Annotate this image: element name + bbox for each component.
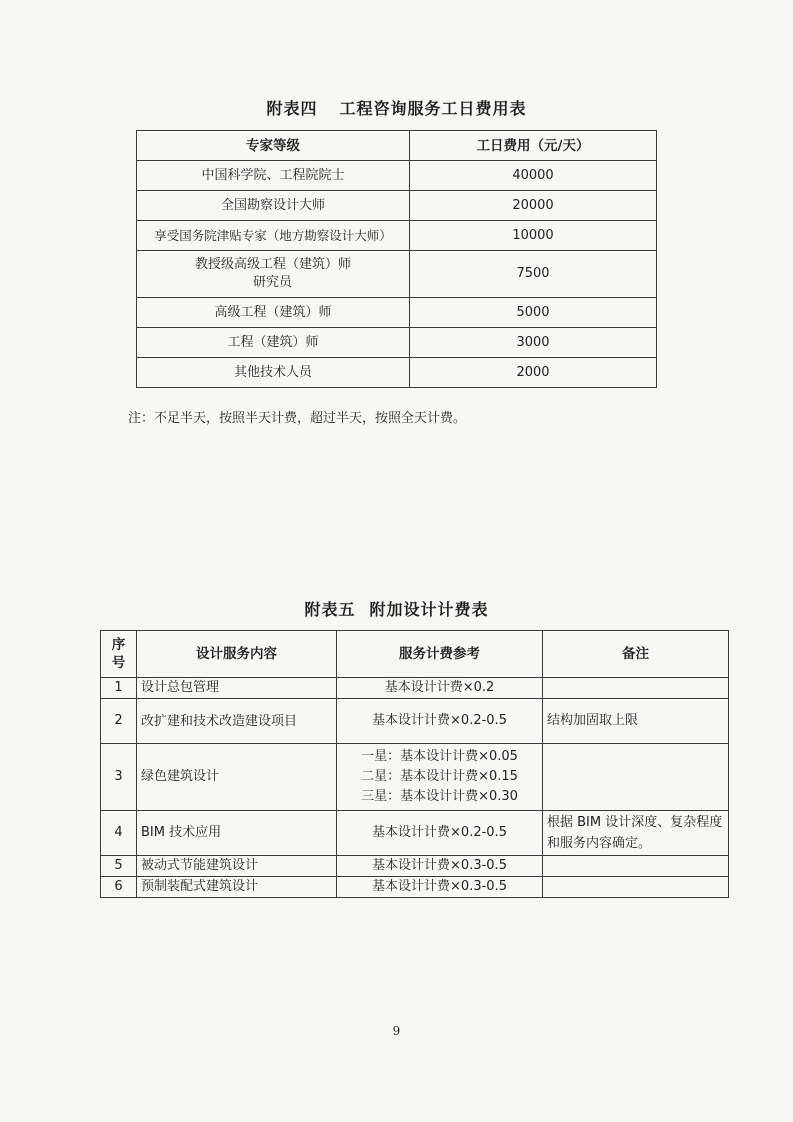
- table-row: [101, 678, 729, 699]
- table5-title-prefix: 附表五: [304, 600, 356, 619]
- header-number: [101, 631, 137, 678]
- service-content: 被动式节能建筑设计: [137, 856, 337, 877]
- daily-fee: 5000: [410, 298, 657, 328]
- additional-design-fee-table: [100, 630, 729, 898]
- daily-fee: 3000: [410, 328, 657, 358]
- daily-fee: 10000: [410, 221, 657, 251]
- table4-title-prefix: 附表四: [266, 99, 318, 118]
- remark: 结构加固取上限: [543, 699, 729, 744]
- fee-line: 三星：基本设计计费×0.30: [361, 789, 518, 804]
- header-number-line1: 序: [111, 637, 126, 653]
- row-number: 4: [101, 811, 137, 856]
- header-fee-reference: 服务计费参考: [337, 631, 543, 678]
- table-row: [137, 328, 657, 358]
- fee-reference: [337, 678, 543, 699]
- expert-level: [137, 251, 410, 298]
- table-row: [137, 358, 657, 388]
- daily-fee: 20000: [410, 191, 657, 221]
- expert-level: 中国科学院、工程院院士: [137, 161, 410, 191]
- table4-note: 注：不足半天，按照半天计费，超过半天，按照全天计费。: [128, 411, 467, 426]
- fee-line: 一星：基本设计计费×0.05: [361, 749, 518, 764]
- table4-title-main: 工程咨询服务工日费用表: [339, 99, 527, 118]
- remark: 根据 BIM 设计深度、复杂程度和服务内容确定。: [543, 811, 729, 856]
- table-row: [137, 161, 657, 191]
- header-daily-fee: 工日费用（元/天）: [410, 131, 657, 161]
- table5-title-main: 附加设计计费表: [369, 600, 489, 619]
- service-content: 绿色建筑设计: [137, 744, 337, 811]
- expert-level-line2: 研究员: [253, 275, 293, 290]
- table-row: [101, 699, 729, 744]
- fee-reference: [337, 811, 543, 856]
- expert-level: 工程（建筑）师: [137, 328, 410, 358]
- fee-reference: [337, 856, 543, 877]
- table-header-row: [101, 631, 729, 678]
- header-expert-level: 专家等级: [137, 131, 410, 161]
- table-row: [137, 298, 657, 328]
- row-number: 2: [101, 699, 137, 744]
- fee-reference: [337, 744, 543, 811]
- fee-line: 基本设计计费×0.3-0.5: [372, 858, 507, 873]
- daily-fee: 7500: [410, 251, 657, 298]
- fee-reference: [337, 877, 543, 898]
- fee-line: 基本设计计费×0.2-0.5: [372, 825, 507, 840]
- table5-title: [0, 597, 793, 620]
- table-row: [137, 191, 657, 221]
- header-remark: 备注: [543, 631, 729, 678]
- expert-level: 高级工程（建筑）师: [137, 298, 410, 328]
- expert-level: 全国勘察设计大师: [137, 191, 410, 221]
- service-content: 预制装配式建筑设计: [137, 877, 337, 898]
- fee-line: 基本设计计费×0.2: [384, 680, 495, 695]
- expert-level: 享受国务院津贴专家（地方勘察设计大师）: [137, 221, 410, 251]
- service-content: 改扩建和技术改造建设项目: [137, 699, 337, 744]
- table4-title: [0, 96, 793, 119]
- remark: [543, 856, 729, 877]
- page-number: 9: [392, 1024, 401, 1038]
- expert-fee-table: [136, 130, 657, 388]
- table-row: [137, 221, 657, 251]
- remark: [543, 744, 729, 811]
- fee-reference: [337, 699, 543, 744]
- table-header-row: [137, 131, 657, 161]
- table-row: [101, 811, 729, 856]
- table-row: [101, 856, 729, 877]
- remark: [543, 678, 729, 699]
- row-number: 6: [101, 877, 137, 898]
- expert-level: 其他技术人员: [137, 358, 410, 388]
- table-row: [137, 251, 657, 298]
- header-service-content: 设计服务内容: [137, 631, 337, 678]
- fee-line: 二星：基本设计计费×0.15: [361, 769, 518, 784]
- table-row: [101, 744, 729, 811]
- service-content: 设计总包管理: [137, 678, 337, 699]
- row-number: 3: [101, 744, 137, 811]
- fee-line: 基本设计计费×0.3-0.5: [372, 879, 507, 894]
- fee-line: 基本设计计费×0.2-0.5: [372, 713, 507, 728]
- daily-fee: 2000: [410, 358, 657, 388]
- table-row: [101, 877, 729, 898]
- header-number-line2: 号: [111, 655, 126, 671]
- daily-fee: 40000: [410, 161, 657, 191]
- service-content: BIM 技术应用: [137, 811, 337, 856]
- remark: [543, 877, 729, 898]
- row-number: 5: [101, 856, 137, 877]
- expert-level-line1: 教授级高级工程（建筑）师: [194, 257, 351, 272]
- row-number: 1: [101, 678, 137, 699]
